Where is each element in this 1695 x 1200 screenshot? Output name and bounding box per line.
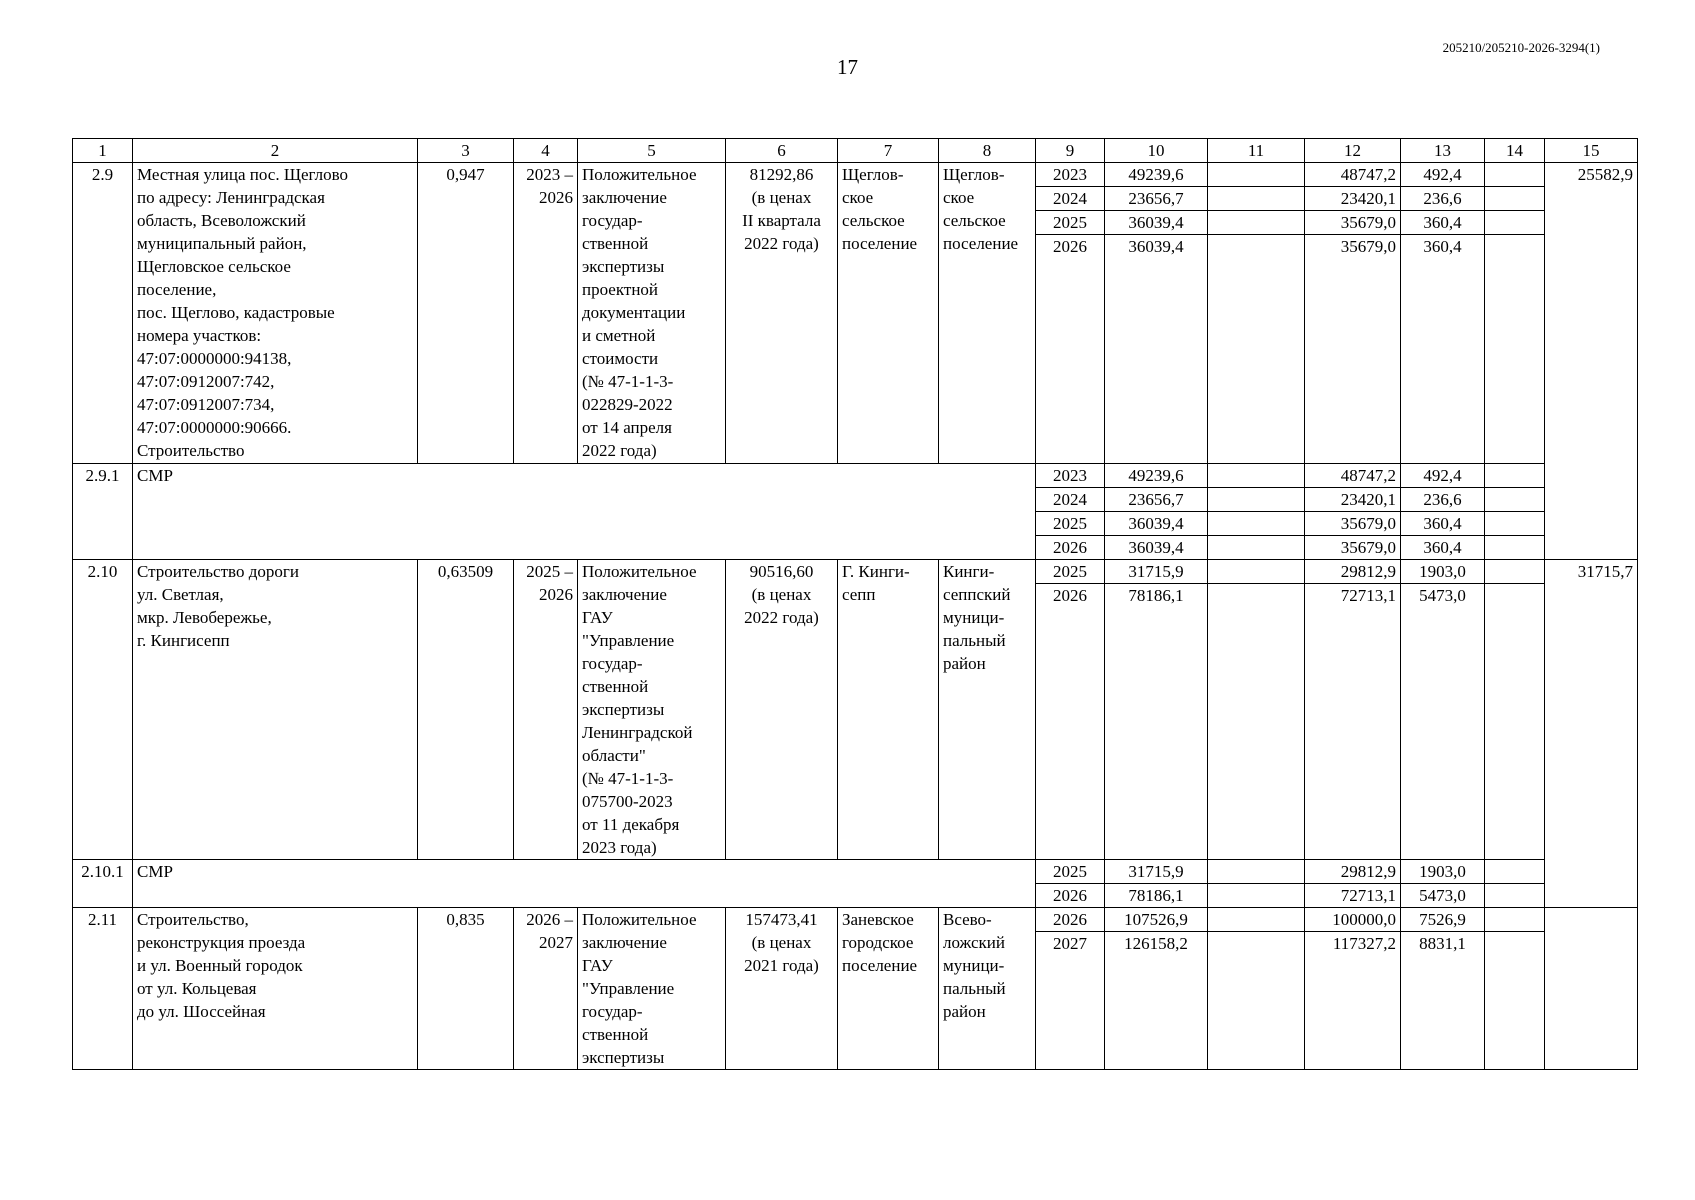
empty-cell <box>1208 536 1305 560</box>
col-header: 4 <box>514 139 578 163</box>
col-header: 7 <box>838 139 939 163</box>
total-cell: 78186,1 <box>1105 884 1208 908</box>
col-header: 6 <box>726 139 838 163</box>
empty-cell <box>1485 488 1545 512</box>
local-cell: 1903,0 <box>1401 560 1485 584</box>
empty-cell <box>1208 512 1305 536</box>
local-cell: 492,4 <box>1401 163 1485 187</box>
local-cell: 5473,0 <box>1401 884 1485 908</box>
empty-cell <box>1485 464 1545 488</box>
length-value: 0,835 <box>418 908 514 1070</box>
year-cell: 2023 <box>1036 464 1105 488</box>
col-header: 1 <box>73 139 133 163</box>
year-cell: 2026 <box>1036 908 1105 932</box>
local-cell: 7526,9 <box>1401 908 1485 932</box>
year-cell: 2025 <box>1036 860 1105 884</box>
total-cell: 36039,4 <box>1105 235 1208 464</box>
total-cell: 31715,9 <box>1105 860 1208 884</box>
regional-cell: 29812,9 <box>1305 860 1401 884</box>
total-cell: 31715,9 <box>1105 560 1208 584</box>
object-name: Местная улица пос. Щеглово по адресу: Ленинградская область, Всеволожский муниципальный район, Щегловское сельское поселение, пос. Щеглово, кадастровые номера участков: 47:07:0000000:94138, 47:07:0912007:742, 47:07:0912007:734, 47:07:0000000:90666. Строительство <box>133 163 418 464</box>
regional-cell: 117327,2 <box>1305 932 1401 1070</box>
local-cell: 8831,1 <box>1401 932 1485 1070</box>
empty-cell <box>1208 187 1305 211</box>
customer-text: Заневское городское поселение <box>838 908 939 1070</box>
regional-cell: 35679,0 <box>1305 211 1401 235</box>
local-cell: 360,4 <box>1401 536 1485 560</box>
total-cell: 23656,7 <box>1105 187 1208 211</box>
regional-cell: 48747,2 <box>1305 163 1401 187</box>
object-name: Строительство, реконструкция проезда и ул. Военный городок от ул. Кольцевая до ул. Шоссейная <box>133 908 418 1070</box>
regional-cell: 35679,0 <box>1305 536 1401 560</box>
empty-cell <box>1208 464 1305 488</box>
expertise-text: Положительное заключение государ- ственной экспертизы проектной документации и сметной стоимости (№ 47-1-1-3- 022829-2022 от 14 апреля 2022 года) <box>578 163 726 464</box>
total-cell: 49239,6 <box>1105 464 1208 488</box>
empty-cell <box>1208 235 1305 464</box>
regional-cell: 100000,0 <box>1305 908 1401 932</box>
empty-cell <box>1485 512 1545 536</box>
local-cell: 5473,0 <box>1401 584 1485 860</box>
empty-cell <box>1485 536 1545 560</box>
local-cell: 1903,0 <box>1401 860 1485 884</box>
table-row <box>73 163 1638 187</box>
empty-cell <box>1485 235 1545 464</box>
object-name: Строительство дороги ул. Светлая, мкр. Левобережье, г. Кингисепп <box>133 560 418 860</box>
cost-value: 157473,41 (в ценах 2021 года) <box>726 908 838 1070</box>
column-number-row <box>73 139 1638 163</box>
period-value: 2026 – 2027 <box>514 908 578 1070</box>
period-value: 2023 – 2026 <box>514 163 578 464</box>
year-cell: 2025 <box>1036 512 1105 536</box>
empty-cell <box>1208 932 1305 1070</box>
object-name: СМР <box>133 860 1036 908</box>
col-header: 2 <box>133 139 418 163</box>
year-cell: 2024 <box>1036 187 1105 211</box>
cost-value: 90516,60 (в ценах 2022 года) <box>726 560 838 860</box>
table-row <box>73 464 1638 488</box>
year-cell: 2025 <box>1036 211 1105 235</box>
col-header: 8 <box>939 139 1036 163</box>
empty-cell <box>1208 488 1305 512</box>
regional-cell: 23420,1 <box>1305 187 1401 211</box>
empty-cell <box>1485 584 1545 860</box>
col-header: 15 <box>1545 139 1638 163</box>
customer-text: Щеглов- ское сельское поселение <box>838 163 939 464</box>
col-header: 13 <box>1401 139 1485 163</box>
local-cell: 360,4 <box>1401 211 1485 235</box>
empty-cell <box>1208 163 1305 187</box>
year-cell: 2024 <box>1036 488 1105 512</box>
empty-cell <box>1485 908 1545 932</box>
regional-cell: 72713,1 <box>1305 884 1401 908</box>
row-number: 2.9.1 <box>73 464 133 560</box>
table-row <box>73 860 1638 884</box>
col-header: 5 <box>578 139 726 163</box>
empty-cell <box>1208 884 1305 908</box>
empty-cell <box>1208 584 1305 860</box>
recipient-text: Кинги- сеппский муници- пальный район <box>939 560 1036 860</box>
year-cell: 2026 <box>1036 584 1105 860</box>
empty-cell <box>1485 884 1545 908</box>
regional-cell: 48747,2 <box>1305 464 1401 488</box>
table-row <box>73 908 1638 932</box>
total-cell: 78186,1 <box>1105 584 1208 860</box>
cost-value: 81292,86 (в ценах II квартала 2022 года) <box>726 163 838 464</box>
total-cell: 126158,2 <box>1105 932 1208 1070</box>
length-value: 0,63509 <box>418 560 514 860</box>
empty-cell <box>1485 860 1545 884</box>
row-number: 2.10.1 <box>73 860 133 908</box>
col-header: 12 <box>1305 139 1401 163</box>
object-name: СМР <box>133 464 1036 560</box>
local-cell: 236,6 <box>1401 187 1485 211</box>
table-row <box>73 560 1638 584</box>
residual-value: 25582,9 <box>1545 163 1638 560</box>
col-header: 14 <box>1485 139 1545 163</box>
regional-cell: 35679,0 <box>1305 512 1401 536</box>
residual-value: 31715,7 <box>1545 560 1638 908</box>
empty-cell <box>1485 211 1545 235</box>
expertise-text: Положительное заключение ГАУ "Управление государ- ственной экспертизы Ленинградской области" (№ 47-1-1-3- 075700-2023 от 11 декабря 2023 года) <box>578 560 726 860</box>
local-cell: 492,4 <box>1401 464 1485 488</box>
total-cell: 107526,9 <box>1105 908 1208 932</box>
col-header: 9 <box>1036 139 1105 163</box>
local-cell: 360,4 <box>1401 235 1485 464</box>
year-cell: 2027 <box>1036 932 1105 1070</box>
length-value: 0,947 <box>418 163 514 464</box>
customer-text: Г. Кинги- сепп <box>838 560 939 860</box>
total-cell: 23656,7 <box>1105 488 1208 512</box>
total-cell: 49239,6 <box>1105 163 1208 187</box>
total-cell: 36039,4 <box>1105 536 1208 560</box>
row-number: 2.9 <box>73 163 133 464</box>
regional-cell: 23420,1 <box>1305 488 1401 512</box>
empty-cell <box>1545 908 1638 1070</box>
document-id: 205210/205210-2026-3294(1) <box>1442 40 1600 55</box>
year-cell: 2026 <box>1036 235 1105 464</box>
total-cell: 36039,4 <box>1105 211 1208 235</box>
empty-cell <box>1208 908 1305 932</box>
empty-cell <box>1485 187 1545 211</box>
recipient-text: Всево- ложский муници- пальный район <box>939 908 1036 1070</box>
empty-cell <box>1485 932 1545 1070</box>
col-header: 3 <box>418 139 514 163</box>
col-header: 11 <box>1208 139 1305 163</box>
empty-cell <box>1208 560 1305 584</box>
empty-cell <box>1208 860 1305 884</box>
year-cell: 2023 <box>1036 163 1105 187</box>
col-header: 10 <box>1105 139 1208 163</box>
local-cell: 360,4 <box>1401 512 1485 536</box>
year-cell: 2025 <box>1036 560 1105 584</box>
year-cell: 2026 <box>1036 884 1105 908</box>
regional-cell: 72713,1 <box>1305 584 1401 860</box>
local-cell: 236,6 <box>1401 488 1485 512</box>
recipient-text: Щеглов- ское сельское поселение <box>939 163 1036 464</box>
regional-cell: 35679,0 <box>1305 235 1401 464</box>
regional-cell: 29812,9 <box>1305 560 1401 584</box>
empty-cell <box>1208 211 1305 235</box>
page-number: 17 <box>837 55 858 79</box>
row-number: 2.11 <box>73 908 133 1070</box>
period-value: 2025 – 2026 <box>514 560 578 860</box>
empty-cell <box>1485 163 1545 187</box>
budget-table <box>72 138 1638 1070</box>
year-cell: 2026 <box>1036 536 1105 560</box>
expertise-text: Положительное заключение ГАУ "Управление государ- ственной экспертизы <box>578 908 726 1070</box>
empty-cell <box>1485 560 1545 584</box>
total-cell: 36039,4 <box>1105 512 1208 536</box>
row-number: 2.10 <box>73 560 133 860</box>
